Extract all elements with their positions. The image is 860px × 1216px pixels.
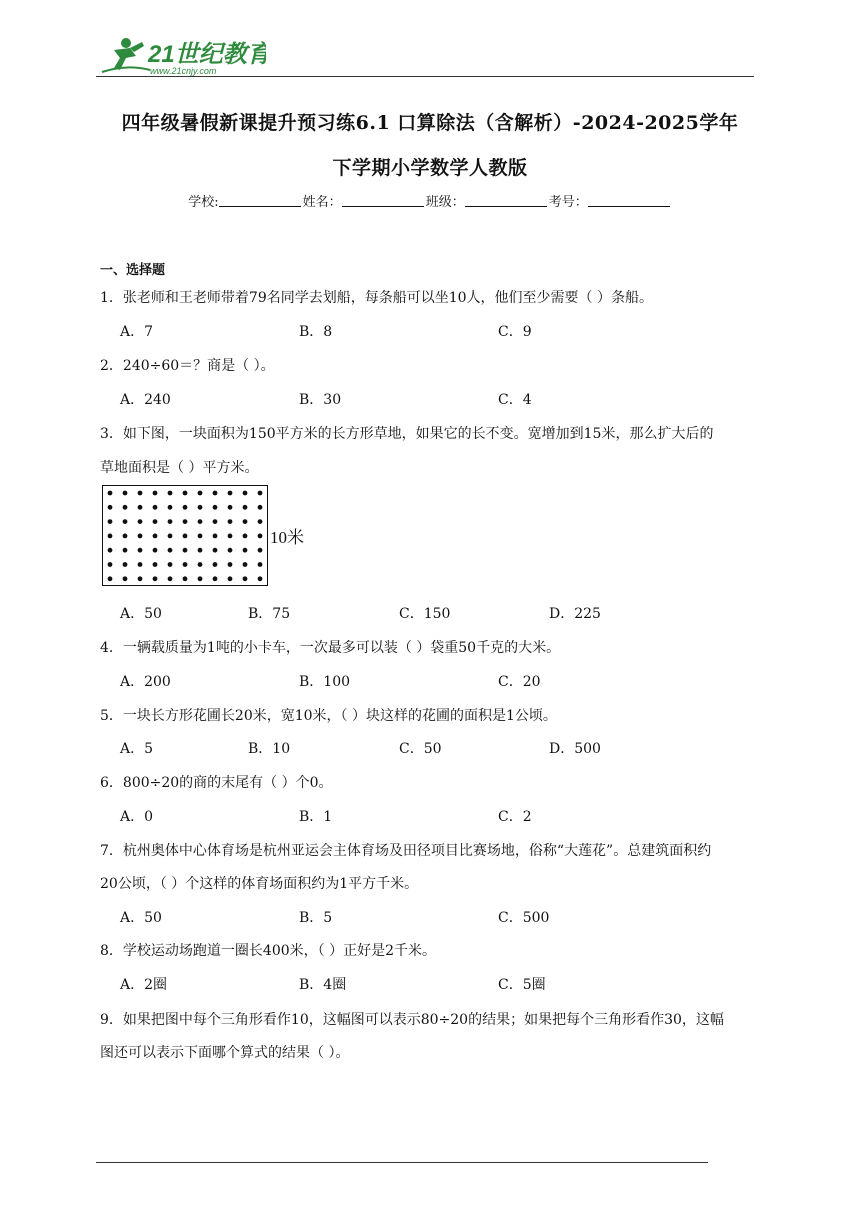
q3-option-c: C．150: [399, 606, 451, 622]
grid-dot: [108, 562, 113, 567]
grid-dot: [153, 519, 158, 524]
grid-dot: [213, 505, 218, 510]
runner-logo-icon: [96, 34, 266, 78]
q3-option-b: B．75: [248, 606, 291, 622]
grid-dot: [108, 519, 113, 524]
q3-option-d: D．225: [549, 606, 601, 622]
school-label: 学校:: [188, 195, 219, 210]
grid-dot: [198, 505, 203, 510]
q7-option-b: B．5: [299, 910, 333, 926]
grid-dot: [228, 534, 233, 539]
q5-option-b: B．10: [248, 741, 291, 757]
grid-dot: [168, 519, 173, 524]
grid-dot: [198, 491, 203, 496]
grid-dot: [213, 491, 218, 496]
grid-dot: [123, 505, 128, 510]
grid-dot: [243, 505, 248, 510]
q8-option-c: C．5圈: [498, 977, 546, 993]
question-8: 8．学校运动场跑道一圈长400米，（ ）正好是2千米。: [100, 943, 436, 959]
grid-dot: [258, 519, 263, 524]
width-label: 10米: [270, 528, 304, 547]
q5-option-d: D．500: [549, 741, 601, 757]
grid-dot: [198, 576, 203, 581]
q6-option-c: C．2: [498, 809, 532, 825]
grid-dot: [123, 576, 128, 581]
grid-dot: [258, 548, 263, 553]
grid-dot: [198, 519, 203, 524]
grid-dot: [168, 491, 173, 496]
q4-option-b: B．100: [299, 674, 351, 690]
grid-dot: [183, 491, 188, 496]
grid-dot: [153, 491, 158, 496]
q4-option-a: A．200: [120, 674, 171, 690]
q1-option-b: B．8: [299, 324, 333, 340]
q7-option-c: C．500: [498, 910, 550, 926]
grid-dot: [123, 548, 128, 553]
question-9: 9．如果把图中每个三角形看作10，这幅图可以表示80÷20的结果；如果把每个三角形看作30，这幅: [100, 1012, 724, 1028]
grid-dot: [258, 576, 263, 581]
q8-option-a: A．2圈: [120, 977, 168, 993]
grid-dot: [108, 534, 113, 539]
grid-dot: [153, 562, 158, 567]
grid-dot: [168, 534, 173, 539]
q3-option-a: A．50: [120, 606, 162, 622]
footer-divider: [96, 1162, 708, 1163]
grid-dot: [108, 491, 113, 496]
grid-dot: [228, 505, 233, 510]
dotted-grass-rectangle: [102, 485, 322, 589]
class-blank: [465, 194, 547, 207]
grid-dot: [228, 548, 233, 553]
grid-dot: [183, 562, 188, 567]
grid-dot: [153, 534, 158, 539]
class-label: 班级：: [425, 195, 465, 210]
question-7: 7．杭州奥体中心体育场是杭州亚运会主体育场及田径项目比赛场地，俗称“大莲花”。总建筑面积约: [100, 843, 712, 859]
q2-option-a: A．240: [120, 392, 171, 408]
grid-dot: [213, 562, 218, 567]
grid-dot: [168, 548, 173, 553]
q6-option-a: A．0: [120, 809, 154, 825]
grid-dot: [243, 534, 248, 539]
question-6: 6．800÷20的商的末尾有（ ）个0。: [100, 775, 333, 791]
grid-dot: [108, 505, 113, 510]
grid-dot: [108, 576, 113, 581]
name-blank: [342, 194, 424, 207]
grid-dot: [108, 548, 113, 553]
grid-dot: [123, 534, 128, 539]
grid-dot: [183, 505, 188, 510]
grid-dot: [153, 505, 158, 510]
grid-dot: [213, 534, 218, 539]
grid-dot: [228, 519, 233, 524]
question-3: 3．如下图，一块面积为150平方米的长方形草地，如果它的长不变。宽增加到15米，那么扩大后的: [100, 426, 714, 442]
grid-dot: [213, 519, 218, 524]
grid-dot: [198, 562, 203, 567]
grid-dot: [123, 491, 128, 496]
grid-dot: [153, 548, 158, 553]
logo-url: www.21cnjy.com: [150, 66, 217, 76]
grid-dot: [258, 505, 263, 510]
q1-option-a: A．7: [120, 324, 154, 340]
grid-dot: [138, 519, 143, 524]
doc-title-line1: 四年级暑假新课提升预习练6.1 口算除法（含解析）-2024-2025学年: [121, 112, 739, 134]
grid-dot: [138, 562, 143, 567]
exam-no-blank: [588, 194, 670, 207]
question-5: 5．一块长方形花圃长20米，宽10米，（ ）块这样的花圃的面积是1公顷。: [100, 708, 557, 724]
q1-option-c: C．9: [498, 324, 532, 340]
q5-option-a: A．5: [120, 741, 154, 757]
grid-dot: [183, 548, 188, 553]
grid-dot: [183, 534, 188, 539]
question-7-cont: 20公顷，（ ）个这样的体育场面积约为1平方千米。: [100, 876, 419, 892]
grid-dot: [258, 491, 263, 496]
grid-dot: [168, 562, 173, 567]
grid-dot: [183, 576, 188, 581]
grid-dot: [228, 491, 233, 496]
grid-dot: [243, 576, 248, 581]
student-info-line: [0, 191, 860, 210]
q5-option-c: C．50: [399, 741, 442, 757]
grid-dot: [138, 548, 143, 553]
question-1: 1．张老师和王老师带着79名同学去划船，每条船可以坐10人，他们至少需要（ ）条船。: [100, 290, 653, 306]
dotted-rectangle-figure: [102, 485, 322, 593]
q4-option-c: C．20: [498, 674, 541, 690]
section-title: 一、选择题: [100, 263, 166, 278]
question-2: 2．240÷60＝？商是（ ）。: [100, 358, 275, 374]
grid-dot: [168, 505, 173, 510]
grid-dot: [138, 534, 143, 539]
grid-dot: [153, 576, 158, 581]
q6-option-b: B．1: [299, 809, 333, 825]
question-3-cont: 草地面积是（ ）平方米。: [100, 460, 259, 476]
question-4: 4．一辆载质量为1吨的小卡车，一次最多可以装（ ）袋重50千克的大米。: [100, 640, 561, 656]
grid-dot: [123, 562, 128, 567]
grid-dot: [183, 519, 188, 524]
header-divider: [96, 76, 754, 77]
grid-dot: [168, 576, 173, 581]
grid-dot: [213, 576, 218, 581]
q2-option-b: B．30: [299, 392, 342, 408]
grid-dot: [198, 548, 203, 553]
grid-dot: [138, 576, 143, 581]
grid-dot: [243, 519, 248, 524]
exam-no-label: 考号：: [548, 195, 588, 210]
grid-dot: [243, 491, 248, 496]
grid-dot: [228, 562, 233, 567]
grid-dot: [258, 534, 263, 539]
question-9-cont: 图还可以表示下面哪个算式的结果（ ）。: [100, 1045, 350, 1061]
logo-text: 21世纪教育: [148, 41, 266, 68]
grid-dot: [198, 534, 203, 539]
grid-dot: [228, 576, 233, 581]
name-label: 姓名：: [302, 195, 342, 210]
grid-dot: [138, 491, 143, 496]
doc-title-line2: 下学期小学数学人教版: [332, 157, 528, 179]
q8-option-b: B．4圈: [299, 977, 347, 993]
grid-dot: [138, 505, 143, 510]
grid-dot: [258, 562, 263, 567]
grid-dot: [243, 548, 248, 553]
school-blank: [219, 194, 301, 207]
grid-dot: [243, 562, 248, 567]
site-logo: [96, 34, 266, 78]
grid-dot: [213, 548, 218, 553]
q2-option-c: C．4: [498, 392, 532, 408]
q7-option-a: A．50: [120, 910, 162, 926]
grid-dot: [123, 519, 128, 524]
